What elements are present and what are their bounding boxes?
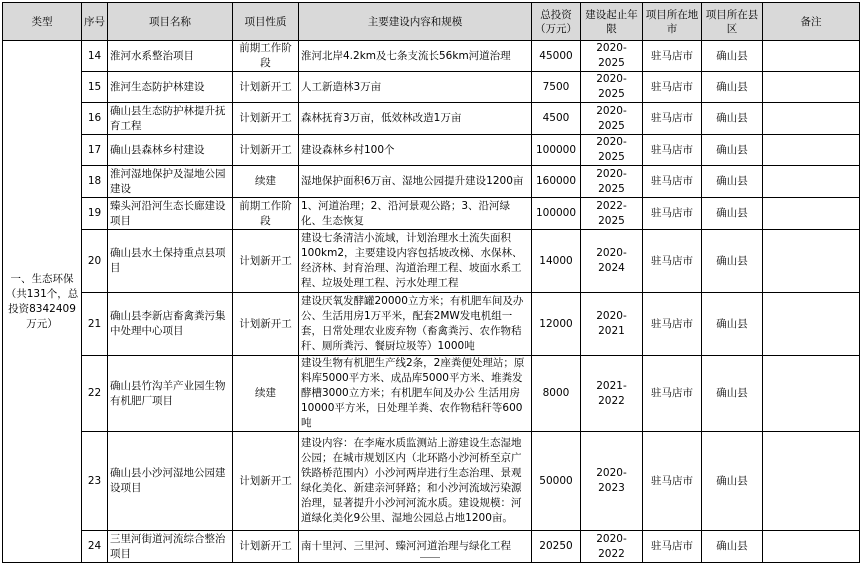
row-county: 确山县 xyxy=(702,293,763,356)
header-city: 项目所在地市 xyxy=(643,3,702,41)
header-nature: 项目性质 xyxy=(233,3,299,41)
row-note xyxy=(763,166,860,198)
row-city: 驻马店市 xyxy=(643,166,702,198)
row-nature: 计划新开工 xyxy=(233,135,299,166)
table-row xyxy=(3,72,860,103)
row-period: 2020-2021 xyxy=(581,293,643,356)
row-note xyxy=(763,103,860,135)
table-row xyxy=(3,103,860,135)
row-city: 驻马店市 xyxy=(643,531,702,563)
row-content: 南十里河、三里河、臻河河道治理与绿化工程 xyxy=(299,531,532,563)
header-note: 备注 xyxy=(763,3,860,41)
row-name: 臻头河沿河生态长廊建设项目 xyxy=(108,198,233,230)
table-row xyxy=(3,166,860,198)
row-period: 2020-2024 xyxy=(581,230,643,293)
row-note xyxy=(763,135,860,166)
row-content: 淮河北岸4.2km及七条支流长56km河道治理 xyxy=(299,41,532,72)
row-period: 2021-2022 xyxy=(581,356,643,432)
row-city: 驻马店市 xyxy=(643,356,702,432)
row-name: 确山县森林乡村建设 xyxy=(108,135,233,166)
row-county: 确山县 xyxy=(702,41,763,72)
row-city: 驻马店市 xyxy=(643,41,702,72)
row-investment: 14000 xyxy=(532,230,581,293)
table-row xyxy=(3,41,860,72)
header-investment: 总投资（万元） xyxy=(532,3,581,41)
category-cell: 一、生态环保（共131个，总投资8342409万元） xyxy=(3,41,82,563)
row-no: 22 xyxy=(82,356,108,432)
row-note xyxy=(763,293,860,356)
row-investment: 20250 xyxy=(532,531,581,563)
row-note xyxy=(763,432,860,531)
row-period: 2020-2023 xyxy=(581,432,643,531)
row-county: 确山县 xyxy=(702,166,763,198)
row-period: 2020-2025 xyxy=(581,72,643,103)
row-name: 淮河水系整治项目 xyxy=(108,41,233,72)
row-content: 森林抚育3万亩，低效林改造1万亩 xyxy=(299,103,532,135)
row-content: 建设森林乡村100个 xyxy=(299,135,532,166)
row-no: 18 xyxy=(82,166,108,198)
row-name: 淮河湿地保护及湿地公园建设 xyxy=(108,166,233,198)
header-county: 项目所在县区 xyxy=(702,3,763,41)
row-city: 驻马店市 xyxy=(643,432,702,531)
row-name: 确山县竹沟羊产业园生物有机肥厂项目 xyxy=(108,356,233,432)
row-content: 1、河道治理；2、沿河景观公路；3、沿河绿化、生态恢复 xyxy=(299,198,532,230)
row-name: 确山县水土保持重点县项目 xyxy=(108,230,233,293)
row-nature: 计划新开工 xyxy=(233,103,299,135)
row-county: 确山县 xyxy=(702,72,763,103)
row-city: 驻马店市 xyxy=(643,198,702,230)
header-content: 主要建设内容和规模 xyxy=(299,3,532,41)
header-type: 类型 xyxy=(3,3,82,41)
row-nature: 计划新开工 xyxy=(233,72,299,103)
row-nature: 前期工作阶段 xyxy=(233,41,299,72)
row-period: 2020-2022 xyxy=(581,531,643,563)
row-no: 15 xyxy=(82,72,108,103)
row-content: 建设生物有机肥生产线2条，2座粪便处理站；原料库5000平方米、成品库5000平方米、堆粪发酵槽3000立方米；有机肥车间及办公 生活用房10000平方米，日处理羊粪、农作物秸秆等600吨 xyxy=(299,356,532,432)
row-investment: 45000 xyxy=(532,41,581,72)
row-nature: 计划新开工 xyxy=(233,230,299,293)
row-investment: 50000 xyxy=(532,432,581,531)
row-content: 人工新造林3万亩 xyxy=(299,72,532,103)
row-content: 湿地保护面积6万亩、湿地公园提升建设1200亩 xyxy=(299,166,532,198)
row-note xyxy=(763,356,860,432)
row-name: 确山县生态防护林提升抚育工程 xyxy=(108,103,233,135)
row-no: 21 xyxy=(82,293,108,356)
row-investment: 160000 xyxy=(532,166,581,198)
row-nature: 续建 xyxy=(233,356,299,432)
row-city: 驻马店市 xyxy=(643,293,702,356)
row-period: 2020-2025 xyxy=(581,41,643,72)
row-nature: 计划新开工 xyxy=(233,432,299,531)
row-nature: 续建 xyxy=(233,166,299,198)
page-footer-divider xyxy=(420,557,440,563)
row-no: 14 xyxy=(82,41,108,72)
header-period: 建设起止年限 xyxy=(581,3,643,41)
row-no: 23 xyxy=(82,432,108,531)
row-nature: 前期工作阶段 xyxy=(233,198,299,230)
row-investment: 8000 xyxy=(532,356,581,432)
row-period: 2020-2025 xyxy=(581,166,643,198)
row-note xyxy=(763,531,860,563)
row-content: 建设七条清洁小流域，计划治理水土流失面积100km2，主要建设内容包括坡改梯、水保林、经济林、封育治理、沟道治理工程、坡面水系工程、垃圾处理工程、污水处理工程 xyxy=(299,230,532,293)
row-name: 确山县李新店畜禽粪污集中处理中心项目 xyxy=(108,293,233,356)
row-no: 17 xyxy=(82,135,108,166)
row-content: 建设厌氧发酵罐20000立方米；有机肥车间及办公、生活用房1万平米，配套2MW发电机组一套，日常处理农业废弃物（畜禽粪污、农作物秸秆、厕所粪污、餐厨垃圾等）1000吨 xyxy=(299,293,532,356)
row-county: 确山县 xyxy=(702,135,763,166)
row-note xyxy=(763,198,860,230)
project-table xyxy=(2,2,860,563)
table-row xyxy=(3,293,860,356)
row-nature: 计划新开工 xyxy=(233,531,299,563)
row-investment: 100000 xyxy=(532,135,581,166)
row-county: 确山县 xyxy=(702,531,763,563)
table-row xyxy=(3,198,860,230)
row-period: 2022-2025 xyxy=(581,198,643,230)
row-note xyxy=(763,72,860,103)
table-row xyxy=(3,432,860,531)
table-row xyxy=(3,356,860,432)
row-city: 驻马店市 xyxy=(643,72,702,103)
table-row xyxy=(3,135,860,166)
row-no: 16 xyxy=(82,103,108,135)
row-nature: 计划新开工 xyxy=(233,293,299,356)
header-no: 序号 xyxy=(82,3,108,41)
row-no: 19 xyxy=(82,198,108,230)
row-investment: 12000 xyxy=(532,293,581,356)
row-name: 确山县小沙河湿地公园建设项目 xyxy=(108,432,233,531)
row-county: 确山县 xyxy=(702,103,763,135)
row-investment: 7500 xyxy=(532,72,581,103)
row-name: 淮河生态防护林建设 xyxy=(108,72,233,103)
row-investment: 4500 xyxy=(532,103,581,135)
row-name: 三里河街道河流综合整治项目 xyxy=(108,531,233,563)
header-name: 项目名称 xyxy=(108,3,233,41)
row-period: 2020-2025 xyxy=(581,135,643,166)
header-row xyxy=(3,3,860,41)
row-note xyxy=(763,230,860,293)
row-no: 24 xyxy=(82,531,108,563)
row-county: 确山县 xyxy=(702,356,763,432)
row-note xyxy=(763,41,860,72)
row-content: 建设内容：在李庵水质监测站上游建设生态湿地公园；在城市规划区内（北环路小沙河桥至京广铁路桥范围内）小沙河两岸进行生态治理、景观绿化美化、新建亲河驿路；和小沙河流域污染源治理，显著提升小沙河河流水质。建设规模：河道绿化美化9公里、湿地公园总占地1200亩。 xyxy=(299,432,532,531)
row-city: 驻马店市 xyxy=(643,103,702,135)
table-row xyxy=(3,230,860,293)
row-city: 驻马店市 xyxy=(643,135,702,166)
row-period: 2020-2025 xyxy=(581,103,643,135)
row-county: 确山县 xyxy=(702,198,763,230)
row-county: 确山县 xyxy=(702,230,763,293)
row-no: 20 xyxy=(82,230,108,293)
row-city: 驻马店市 xyxy=(643,230,702,293)
row-county: 确山县 xyxy=(702,432,763,531)
row-investment: 100000 xyxy=(532,198,581,230)
